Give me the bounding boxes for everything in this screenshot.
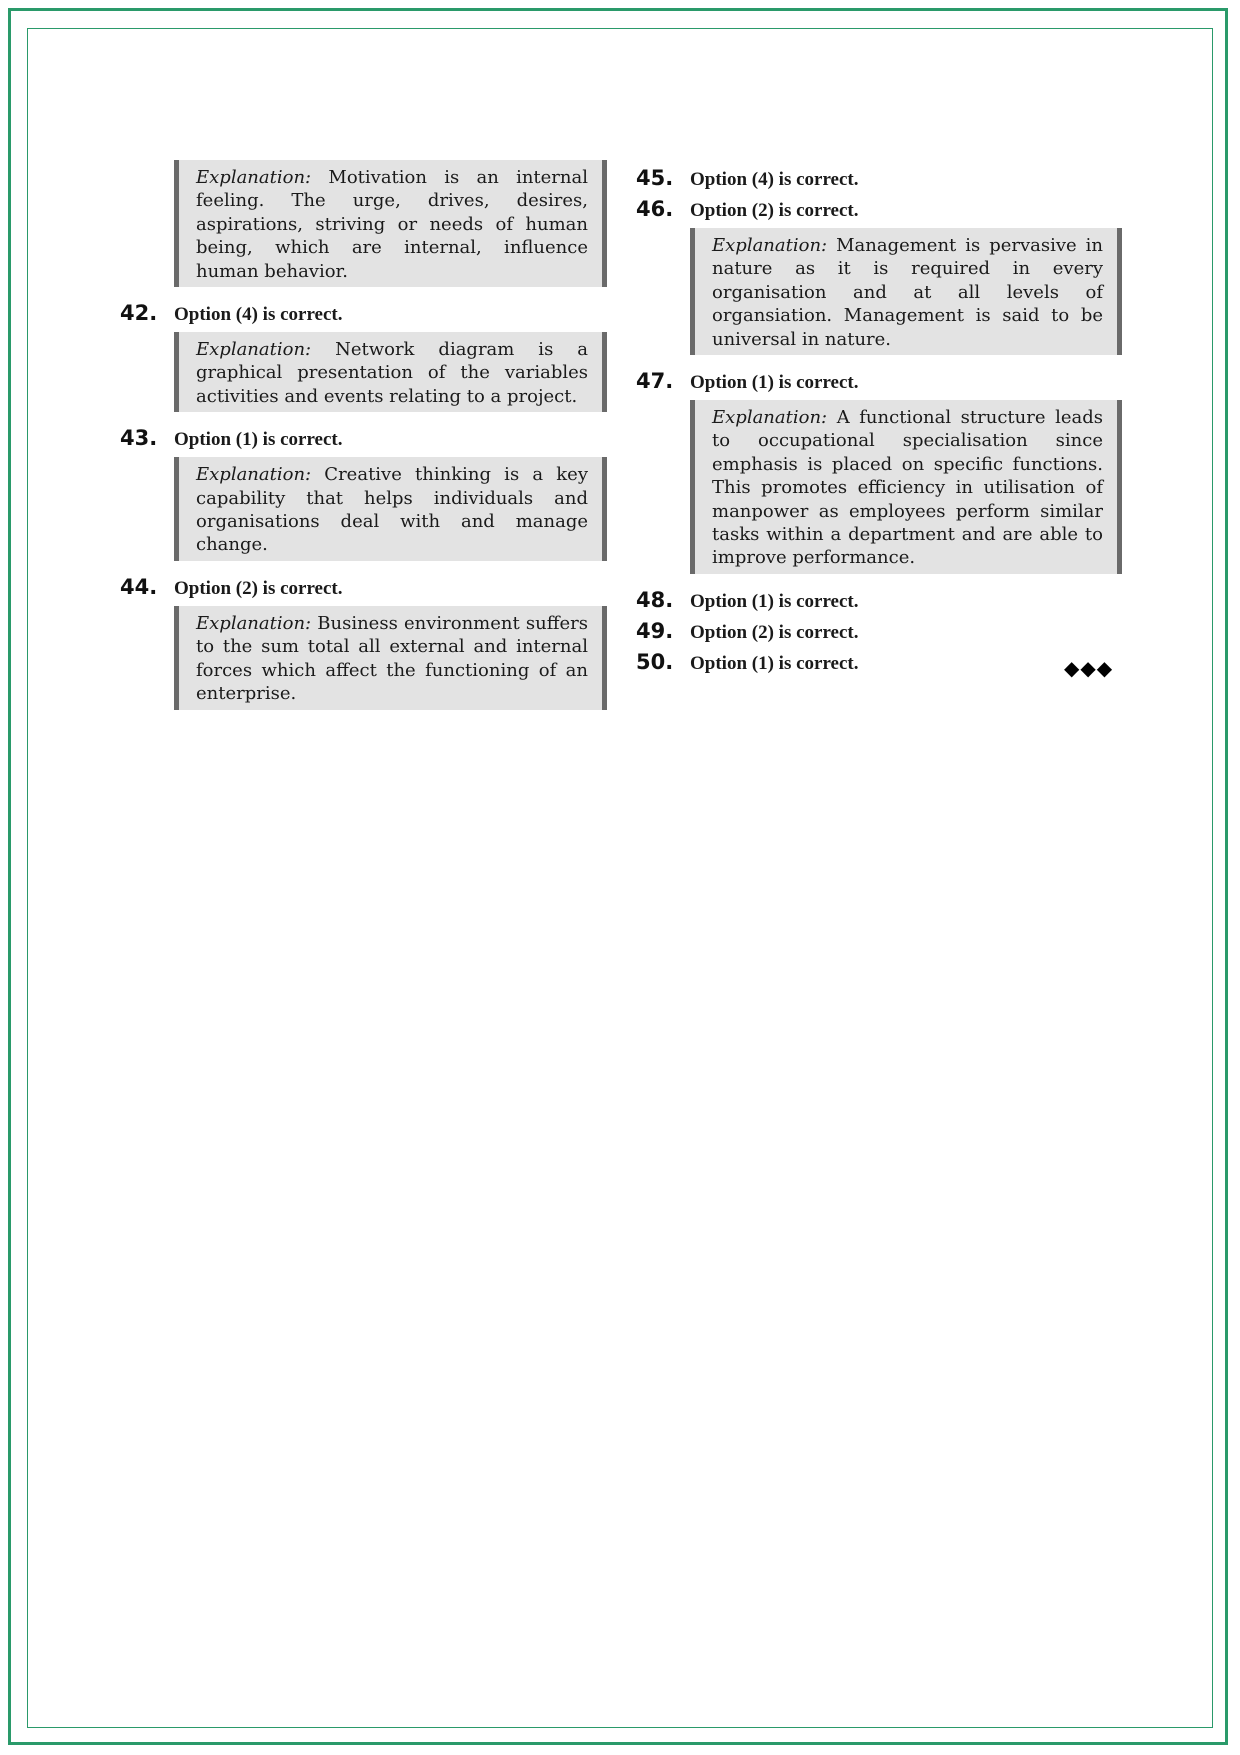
explanation-text: Management is pervasive in nature as it is required in every organisation and at all levels of organsiation. Management is said to be universal in nature.: [712, 235, 1103, 350]
explanation-text: Motivation is an internal feeling. The urge, drives, desires, aspirations, striving or needs of human being, which are internal, influence human behavior.: [196, 167, 588, 282]
explanation-text: Business environment suffers to the sum total all external and internal forces which affect the functioning of an enterprise.: [196, 612, 588, 705]
explanation-label: Explanation:: [196, 464, 312, 486]
question-44: [120, 575, 610, 600]
question-number: 42.: [120, 301, 158, 326]
explanation-label: Explanation:: [712, 235, 828, 256]
answer-text: Option (2) is correct.: [690, 621, 859, 643]
left-column: [120, 160, 610, 710]
explanation-label: Explanation:: [196, 339, 312, 361]
explanation-label: Explanation:: [196, 612, 312, 634]
answer-text: Option (1) is correct.: [690, 652, 859, 674]
question-number: 48.: [636, 587, 674, 612]
question-number: 47.: [636, 369, 674, 394]
question-number: 44.: [120, 574, 158, 599]
question-number: 43.: [120, 426, 158, 451]
explanation-text: Network diagram is a graphical presentation of the variables activities and events relating to a project.: [196, 339, 588, 407]
end-of-section-diamonds-icon: ◆◆◆: [1064, 656, 1114, 680]
right-column: [636, 160, 1126, 675]
question-number: 46.: [636, 197, 674, 221]
answer-text: Option (1) is correct.: [690, 372, 859, 394]
answer-text: Option (4) is correct.: [690, 169, 859, 190]
explanation-box-44: [174, 606, 607, 710]
question-48: [636, 588, 1126, 613]
explanation-box-46: [690, 228, 1122, 355]
question-43: [120, 426, 610, 451]
answer-text: Option (1) is correct.: [690, 590, 859, 612]
question-45: [636, 166, 1126, 191]
explanation-label: Explanation:: [712, 407, 828, 429]
explanation-text: A functional structure leads to occupational specialisation since emphasis is placed on specific functions. This promotes efficiency in utilisation of manpower as employees perform similar tasks within a department and are able to improve performance.: [712, 407, 1103, 569]
question-46: [636, 197, 1126, 222]
answer-text: Option (1) is correct.: [174, 429, 343, 451]
question-42: [120, 301, 610, 326]
answer-text: Option (4) is correct.: [174, 304, 343, 326]
explanation-text: Creative thinking is a key capability that helps individuals and organisations deal with and manage change.: [196, 464, 588, 556]
explanation-box-47: [690, 400, 1122, 574]
question-number: 50.: [636, 649, 674, 674]
explanation-label: Explanation:: [196, 167, 312, 188]
explanation-box-43: [174, 457, 607, 561]
question-47: [636, 369, 1126, 394]
answer-text: Option (2) is correct.: [174, 577, 343, 599]
answer-text: Option (2) is correct.: [690, 200, 859, 221]
question-number: 49.: [636, 618, 674, 643]
question-49: [636, 619, 1126, 644]
question-number: 45.: [636, 166, 674, 190]
question-50: [636, 650, 1126, 675]
explanation-box-42: [174, 332, 607, 412]
explanation-box-41: [174, 160, 607, 287]
